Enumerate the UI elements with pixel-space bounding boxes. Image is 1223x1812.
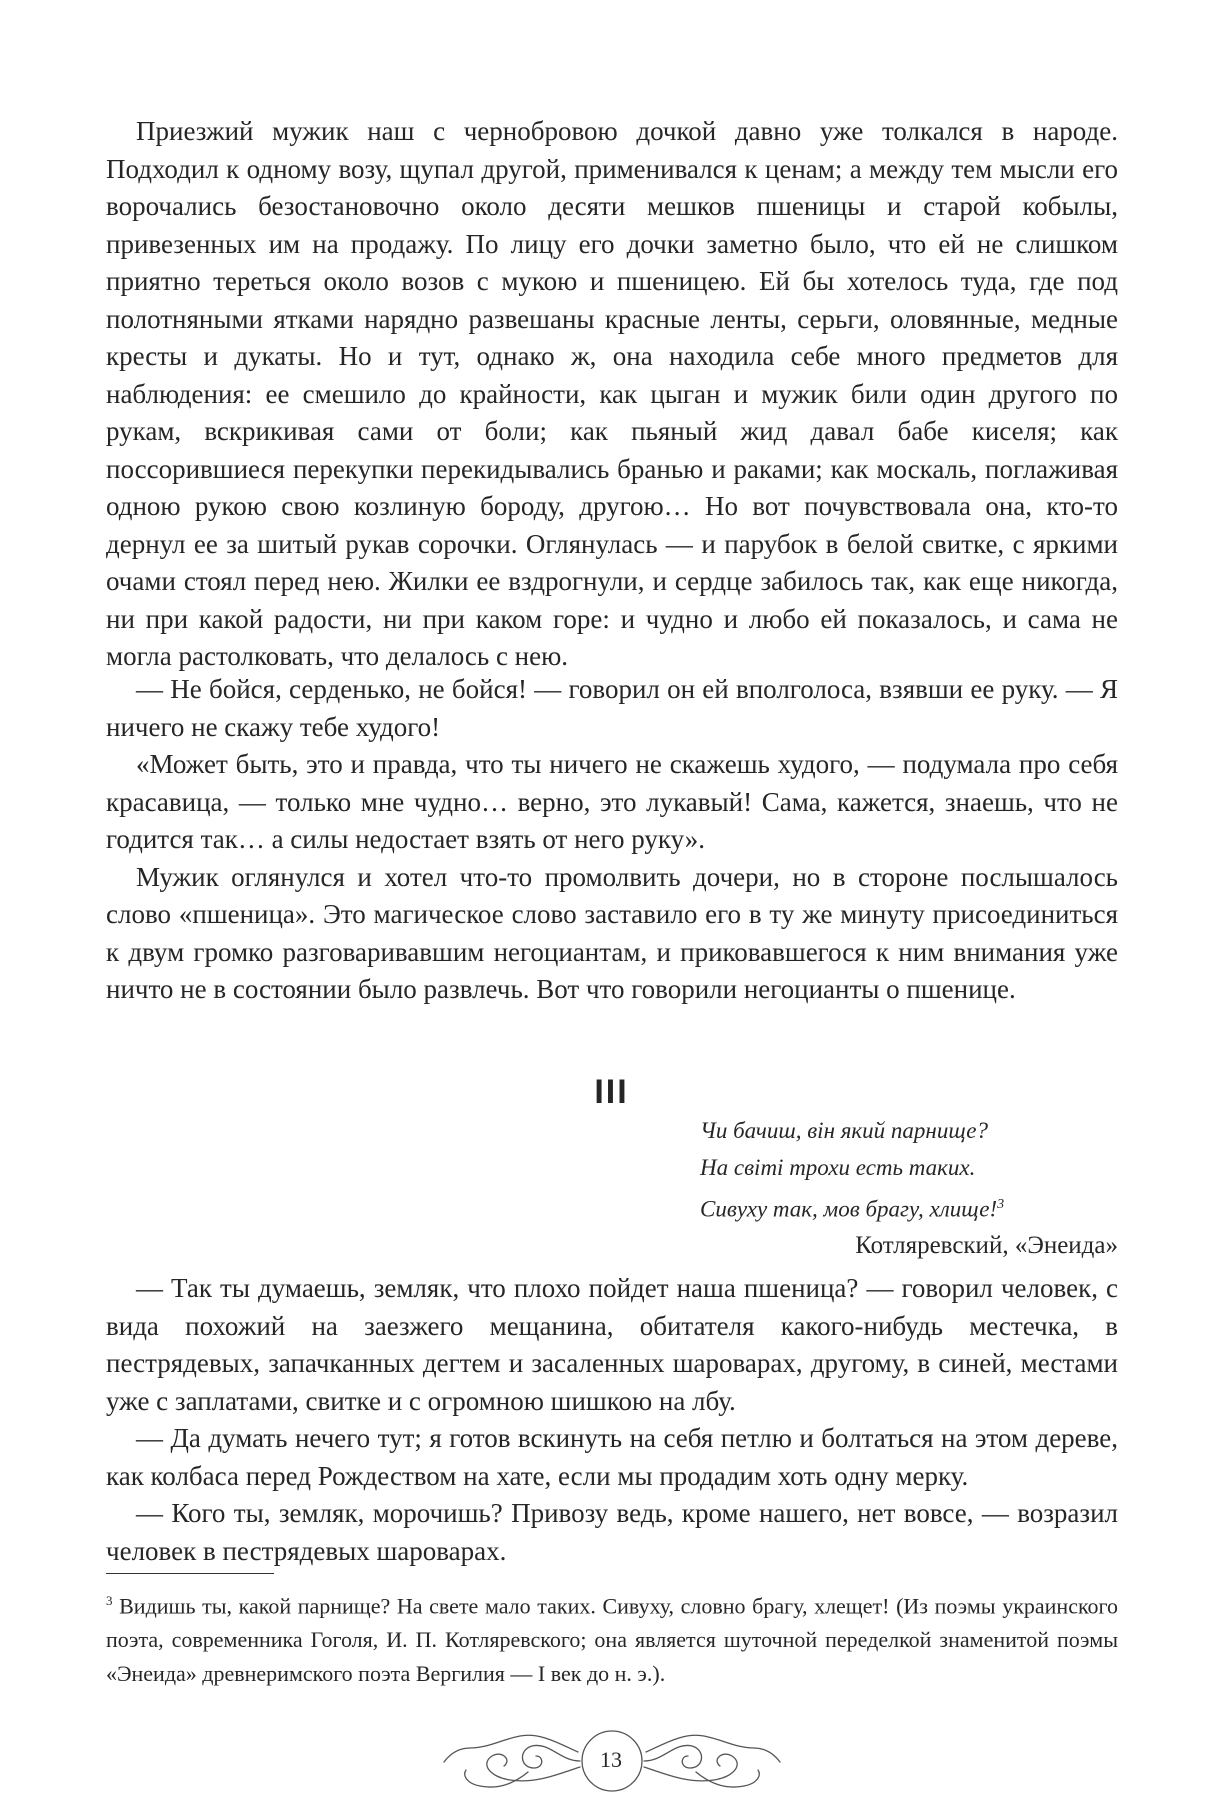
footnote-text: Видишь ты, какой парнище? На свете мало таких. Сивуху, словно брагу, хлещет! (Из поэмы украинского поэта, современника Гоголя, И. П. Котляревского; она является шуточной переделкой знаменитой поэмы «Энеида» древнеримского поэта Вергилия — I век до н. э.). — [106, 1593, 1119, 1687]
paragraph: — Кого ты, земляк, морочишь? Привозу ведь, кроме нашего, нет вовсе, — возразил человек в пестрядевых шароварах. — [106, 1498, 1118, 1566]
footnote-marker: 3 — [106, 1593, 113, 1608]
text-block-middle — [106, 671, 1118, 1009]
epigraph-line-text: Сивуху так, мов брагу, хлище! — [700, 1196, 998, 1222]
text-block-bottom — [106, 1270, 1118, 1570]
text-block-top — [106, 113, 1118, 676]
paragraph: — Да думать нечего тут; я готов вскинуть на себя петлю и болтаться на этом дереве, как колбаса перед Рождеством на хате, если мы продадим хоть одну мерку. — [106, 1423, 1118, 1491]
paragraph: «Может быть, это и правда, что ты ничего не скажешь худого, — подумала про себя красавица, — только мне чудно… верно, это лукавый! Сама, кажется, знаешь, что не годится так… а силы недостает взять от него руку». — [106, 749, 1118, 854]
epigraph-author: Котляревский, «Энеида» — [855, 1231, 1118, 1259]
footnote-marker: 3 — [997, 1197, 1005, 1212]
paragraph: Мужик оглянулся и хотел что-то промолвить дочери, но в стороне послышалось слово «пшеница». Это магическое слово заставило его в ту же минуту присоединиться к двум громко разговаривавшим негоциантам, и приковавшегося к ним внимания уже ничто не в состоянии было развлечь. Вот что говорили негоцианты о пшенице. — [106, 861, 1118, 1004]
chapter-heading: III — [594, 1073, 629, 1111]
footnote — [106, 1584, 1118, 1691]
epigraph-line — [700, 1186, 1118, 1228]
paragraph: Приезжий мужик наш с чернобровою дочкой давно уже толкался в народе. Подходил к одному возу, щупал другой, применивался к ценам; а между тем мысли его ворочались безостановочно около десяти мешков пшеницы и старой кобылы, привезенных им на продажу. По лицу его дочки заметно было, что ей не слишком приятно тереться около возов с мукою и пшеницею. Ей бы хотелось туда, где под полотняными ятками нарядно развешаны красные ленты, серьги, оловянные, медные кресты и дукаты. Но и тут, однако ж, она находила себе много предметов для наблюдения: ее смешило до крайности, как цыган и мужик били один другого по рукам, вскрикивая сами от боли; как пьяный жид давал бабе киселя; как поссорившиеся перекупки перекидывались бранью и раками; как москаль, поглаживая одною рукою свою козлиную бороду, другою… Но вот почувствовала она, кто-то дернул ее за шитый рукав сорочки. Оглянулась — и парубок в белой свитке, с яркими очами стоял перед нею. Жилки ее вздрогнули, и сердце забилось так, как еще никогда, ни при какой радости, ни при каком горе: и чудно и любо ей показалось, и сама не могла растолковать, что делалось с нею. — [106, 116, 1118, 671]
epigraph — [700, 1112, 1118, 1264]
epigraph-line: Чи бачиш, він який парнище? — [700, 1118, 988, 1143]
paragraph: — Так ты думаешь, земляк, что плохо пойдет наша пшеница? — говорил человек, с вида похожий на заезжего мещанина, обитателя какого-нибудь местечка, в пестрядевых, запачканных дегтем и засаленных шароварах, другому, в синей, местами уже с заплатами, свитке и с огромною шишкою на лбу. — [106, 1273, 1118, 1416]
epigraph-line: На світі трохи есть таких. — [700, 1155, 976, 1180]
paragraph: — Не бойся, серденько, не бойся! — говорил он ей вполголоса, взявши ее руку. — Я ничего не скажу тебе худого! — [106, 674, 1118, 742]
footnote-divider — [106, 1573, 274, 1574]
page-number: 13 — [600, 1747, 622, 1772]
